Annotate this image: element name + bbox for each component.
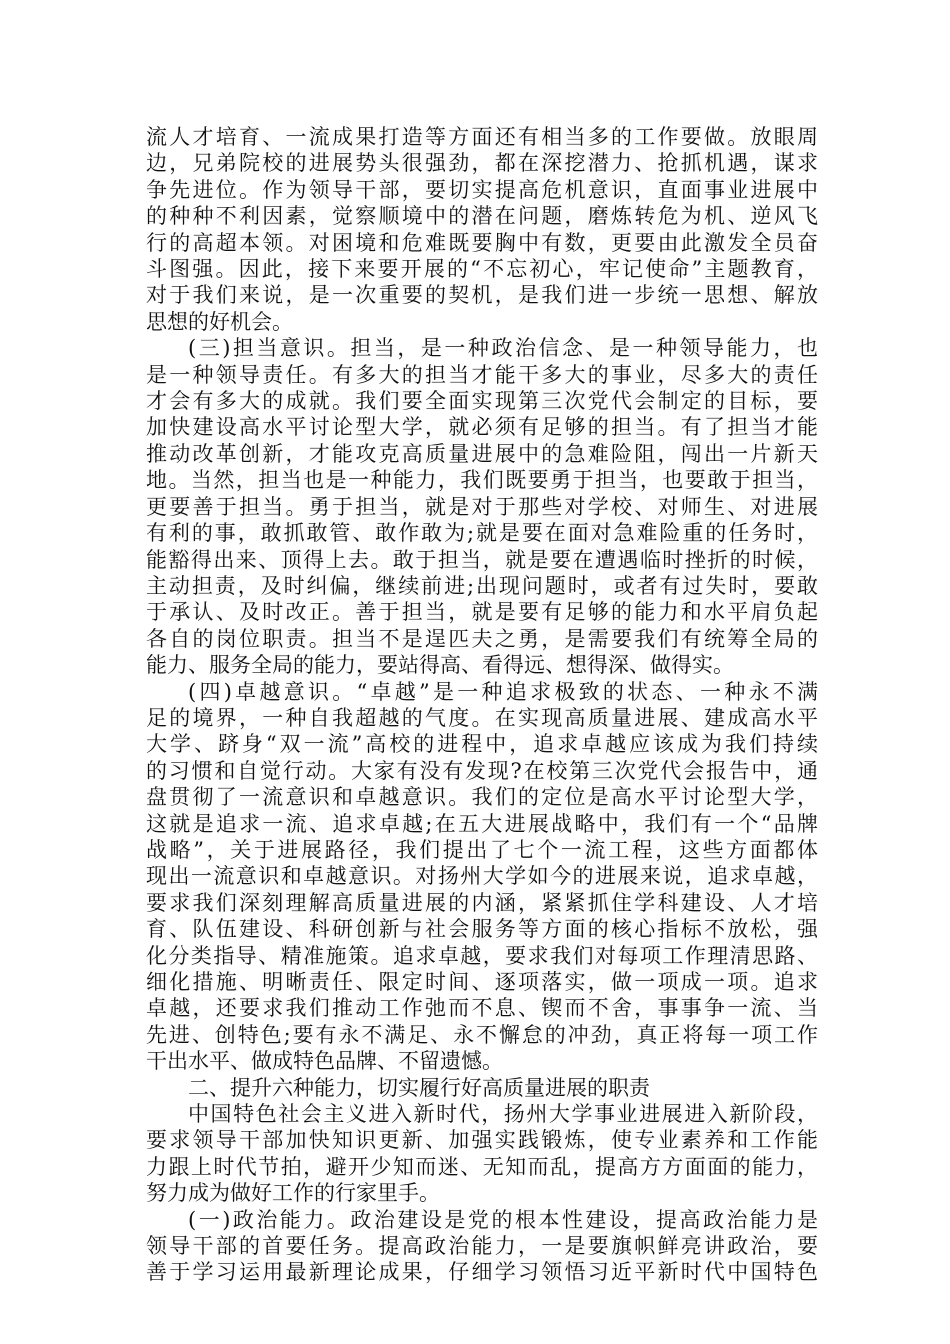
- text-line: 努力成为做好工作的行家里手。: [146, 1181, 440, 1206]
- text-line: 领导干部的首要任务。提高政治能力，一是要旗帜鲜亮讲政治，要: [146, 1234, 818, 1259]
- paragraph-heading-line: (三)担当意识。担当，是一种政治信念、是一种领导能力，也: [188, 336, 818, 361]
- text-line: 于承认、及时改正。善于担当，就是要有足够的能力和水平肩负起: [146, 600, 818, 625]
- text-line: 的种种不利因素，觉察顺境中的潜在问题，磨炼转危为机、逆风飞: [146, 204, 818, 229]
- text-line: 力跟上时代节拍，避开少知而迷、无知而乱，提高方方面面的能力，: [146, 1154, 818, 1179]
- text-line: 加快建设高水平讨论型大学，就必须有足够的担当。有了担当才能: [146, 415, 818, 440]
- text-line: 斗图强。因此，接下来要开展的“不忘初心，牢记使命”主题教育，: [146, 257, 818, 282]
- text-line: 对于我们来说，是一次重要的契机，是我们进一步统一思想、解放: [146, 283, 818, 308]
- text-line: 边，兄弟院校的进展势头很强劲，都在深挖潜力、抢抓机遇，谋求: [146, 151, 818, 176]
- text-line: 细化措施、明晰责任、限定时间、逐项落实，做一项成一项。追求: [146, 970, 818, 994]
- text-line: 卓越，还要求我们推动工作弛而不息、锲而不舍，事事争一流、当: [146, 996, 818, 1021]
- text-line: 各自的岗位职责。担当不是逞匹夫之勇，是需要我们有统筹全局的: [146, 626, 818, 651]
- text-line: 这就是追求一流、追求卓越;在五大进展战略中，我们有一个“品牌: [146, 811, 818, 836]
- text-line: 大学、跻身“双一流”高校的进程中，追求卓越应该成为我们持续: [146, 732, 818, 757]
- text-line: 的习惯和自觉行动。大家有没有发现?在校第三次党代会报告中，通: [146, 758, 818, 783]
- text-line: 先进、创特色;要有永不满足、永不懈怠的冲劲，真正将每一项工作: [146, 1022, 818, 1047]
- text-line: 干出水平、做成特色品牌、不留遗憾。: [146, 1049, 503, 1074]
- text-line: 足的境界，一种自我超越的气度。在实现高质量进展、建成高水平: [146, 705, 818, 730]
- text-line: 流人才培育、一流成果打造等方面还有相当多的工作要做。放眼周: [146, 125, 818, 149]
- text-line: 化分类指导、精准施策。追求卓越，要求我们对每项工作理清思路、: [146, 943, 818, 968]
- text-line: 善于学习运用最新理论成果，仔细学习领悟习近平新时代中国特色: [146, 1260, 818, 1285]
- text-line: 是一种领导责任。有多大的担当才能干多大的事业，尽多大的责任: [146, 362, 818, 387]
- text-line: 行的高超本领。对困境和危难既要胸中有数，更要由此激发全员奋: [146, 230, 818, 255]
- body-text: [146, 124, 818, 1286]
- text-line: 现出一流意识和卓越意识。对扬州大学如今的进展来说，追求卓越，: [146, 864, 818, 889]
- text-line: 要求领导干部加快知识更新、加强实践锻炼，使专业素养和工作能: [146, 1128, 818, 1153]
- text-line: 中国特色社会主义进入新时代，扬州大学事业进展进入新阶段，: [188, 1102, 818, 1127]
- text-line: 争先进位。作为领导干部，要切实提高危机意识，直面事业进展中: [146, 177, 818, 202]
- text-line: 育、队伍建设、科研创新与社会服务等方面的核心指标不放松，强: [146, 917, 818, 942]
- text-line: 地。当然，担当也是一种能力，我们既要勇于担当，也要敢于担当，: [146, 468, 818, 493]
- text-line: 主动担责，及时纠偏，继续前进;出现问题时，或者有过失时，要敢: [146, 573, 818, 598]
- text-line: 才会有多大的成就。我们要全面实现第三次党代会制定的目标，要: [146, 389, 818, 414]
- text-line: 要求我们深刻理解高质量进展的内涵，紧紧抓住学科建设、人才培: [146, 890, 818, 915]
- text-line: 思想的好机会。: [146, 309, 293, 334]
- paragraph-heading-line: (四)卓越意识。“卓越”是一种追求极致的状态、一种永不满: [188, 679, 818, 704]
- paragraph-heading-line: (一)政治能力。政治建设是党的根本性建设，提高政治能力是: [188, 1207, 818, 1232]
- section-heading: 二、提升六种能力，切实履行好高质量进展的职责: [188, 1075, 650, 1100]
- text-line: 盘贯彻了一流意识和卓越意识。我们的定位是高水平讨论型大学，: [146, 785, 818, 810]
- text-line: 战略”，关于进展路径，我们提出了七个一流工程，这些方面都体: [146, 837, 818, 862]
- text-line: 能力、服务全局的能力，要站得高、看得远、想得深、做得实。: [146, 653, 734, 678]
- text-line: 更要善于担当。勇于担当，就是对于那些对学校、对师生、对进展: [146, 494, 818, 519]
- text-line: 有利的事，敢抓敢管、敢作敢为;就是要在面对急难险重的任务时，: [146, 521, 818, 546]
- text-line: 能豁得出来、顶得上去。敢于担当，就是要在遭遇临时挫折的时候，: [146, 547, 818, 572]
- text-line: 推动改革创新，才能攻克高质量进展中的急难险阻，闯出一片新天: [146, 441, 818, 466]
